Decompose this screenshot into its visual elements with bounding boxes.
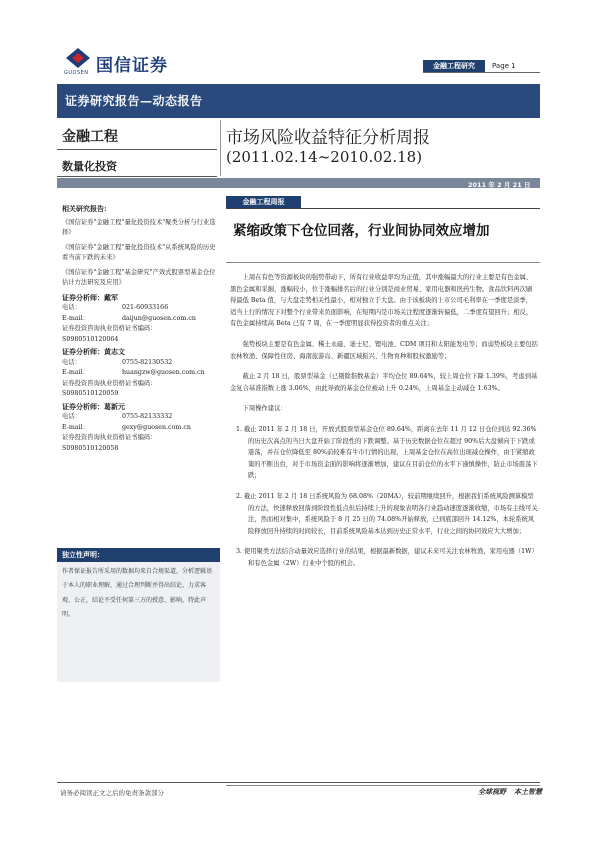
brand-sub: GUOSEN [64, 70, 89, 76]
analyst-name: 葛新元 [104, 401, 125, 411]
email-label: E-mail： [62, 314, 89, 322]
ops-title: 下周操作建议： [242, 405, 287, 413]
banner-text: 证券研究报告—动态报告 [65, 94, 203, 108]
disclaimer-text: 作者保证报告所采用的数据均来自合规渠道，分析逻辑基于本人的职业理解，通过合理判断并得出结论，力求客观、公正，结论不受任何第三方的授意、影响，特此声明。 [57, 562, 220, 682]
brand-name: 国信证券 [96, 56, 168, 76]
analyst-label: 证券分析师： [62, 401, 104, 411]
footer-note: 请务必阅读正文之后的免责条款部分 [60, 789, 164, 797]
guosen-logo-icon [64, 46, 92, 70]
header-divider [423, 72, 540, 73]
phone-label: 电话： [62, 413, 81, 420]
divider [57, 176, 217, 177]
ops-item: 2. 截止 2011 年 2 月 18 日系统风险为 68.08%（20MA），较前期继续回升，根据我们系统风险测算模型的方法，快速释放回落到阶段性低点但后持续上升的现象表明各行业趋动速度逐渐收缩，市场有主线可关注，然而相对集中，系统风险于 8 月 25 日的 74.08%开始释放，已到底部回升 14.12%，本轮系统风险释放回升持续的时间较长，目前系统风险基本达到历史正常水平，行业之间的协同效应大大增加； [236, 492, 538, 535]
analyst-name: 黄志文 [104, 347, 125, 356]
analyst-phone: 0755-82133332 [122, 413, 173, 420]
divider [57, 149, 217, 150]
cert-label: 证券投资咨询执业资格证书编码： [62, 325, 157, 332]
divider [220, 120, 221, 176]
ops-item: 3. 使用聚类方法结合动量效应选择行业的结果，根据最新数据，建议未来可关注农林牧渔，家用电器（1W）和有色金属（2W）行业中个股的机会。 [236, 548, 538, 567]
page-title: 市场风险收益特征分析周报 [226, 128, 430, 148]
analyst-name: 戴军 [104, 292, 118, 302]
industry-label: 金融工程 [62, 129, 118, 145]
cert-number: S0980510120059 [62, 390, 119, 397]
cert-label: 证券投资咨询执业资格证书编码： [62, 379, 157, 387]
email-label: E-mail： [62, 369, 89, 376]
analyst-email[interactable]: huangzw@guosen.com.cn [122, 369, 205, 376]
weekly-tag: 金融工程周报 [226, 196, 301, 208]
page-subtitle: (2011.02.14~2010.02.18) [226, 148, 423, 166]
cert-label: 证券投资咨询执业资格证书编码： [62, 434, 157, 441]
abstract-body [230, 272, 538, 578]
body-paragraph: 上周在有色等资源板块的强势带动下，所有行业收益率均为正值，其中涨幅最大的行业主要是有色金属、黑色金属和采掘，涨幅较小，位于涨幅排名后的行业分别是商业贸易、家用电器和医药生物。食品饮料再次刷得最低 Beta 值，与大盘走势相关性最小，相对独立于大盘。由于该板块的上市公司毛利率在一季度是淡季，适当上行的情况下对整个行业带来负面影响，在短期内是市场关注程度逐渐转偏低，二季度有望回升；相反，有色金属持续高 Beta 已有 7 周，在一季度明显获得投资者的重点关注； [230, 274, 533, 328]
sidebar [62, 204, 220, 454]
footer-divider [57, 782, 540, 783]
related-item: 《国信证券"金融工程"量化投资技术"聚类分析与行业选择》 [62, 218, 216, 236]
analyst-phone: 0755-82130532 [122, 358, 173, 366]
analyst-label: 证券分析师： [62, 292, 104, 302]
analyst-phone: 021-60933166 [122, 304, 169, 311]
report-date: 2011 年 2 月 21 日 [468, 181, 531, 189]
related-title: 相关研究报告: [62, 204, 107, 213]
analyst-block [62, 293, 220, 346]
related-item: 《国信证券"金融工程"量化投资技术"从系统风险的历史看当前下跌的未来》 [62, 243, 216, 261]
analyst-email[interactable]: daijun@guosen.com.cn [122, 314, 196, 322]
cert-number: S0980510120064 [62, 335, 119, 343]
analyst-email[interactable]: gexy@guosen.com.cn [122, 423, 191, 431]
header-tag: 金融工程研究 [423, 60, 485, 72]
phone-label: 电话： [62, 358, 81, 366]
email-label: E-mail： [62, 423, 89, 431]
slogan-a: 全球视野 [478, 787, 506, 796]
body-paragraph: 强势板块主要是有色金属、稀土永磁、迪士尼、锂电池、CDM 项目和太阳能发电等；而弱势板块主要包括农林牧渔、保障性住房、海南旅游岛、新疆区域振兴、生物育种和股权激励等； [230, 340, 538, 360]
related-item: 《国信证券"金融工程"基金研究"产效式股票型基金仓位估计方法研究及应用》 [62, 268, 216, 286]
body-paragraph: 截止 2 月 18 日，股票型基金（已剔除指数基金）平均仓位 89.64%，较上周仓位下降 1.39%，考虑到基金复合基准指数上涨 3.06%，由此导致的基金仓位被动上升 0.24%，上周基金主动减仓 1.63%。 [230, 373, 538, 392]
method-label: 数量化投资 [62, 160, 117, 173]
ops-item: 1. 截止 2011 年 2 月 18 日，开放式股票型基金仓位 89.64%，距离在去年 11 月 12 日仓位到达 92.36%的历史次高点的当日大盘开始了阶段性的下跌调整。基于历史数据仓位在超过 90%后大盘倾向于下跌或震荡，并在仓位降低至 80%前较难有牛市行情的出现，上周基金仓位在高位出现减仓操作，由于紧缩政策的不断出台，对于市场资金面的影响将逐渐增加，建议在目前仓位的水平下谨慎操作，防止市场震荡下跌； [236, 425, 538, 480]
page-number: Page 1 [492, 62, 516, 70]
headline: 紧缩政策下仓位回落，行业间协同效应增加 [233, 223, 490, 239]
analyst-block [62, 347, 220, 400]
disclaimer-title: 独立性声明： [57, 548, 220, 562]
analyst-block [62, 402, 220, 455]
footer-slogan [470, 787, 542, 797]
divider [226, 208, 540, 209]
phone-label: 电话： [62, 304, 81, 311]
cert-number: S0980510120058 [62, 444, 119, 452]
slogan-b: 本土智慧 [514, 787, 542, 796]
analyst-label: 证券分析师： [62, 347, 104, 356]
